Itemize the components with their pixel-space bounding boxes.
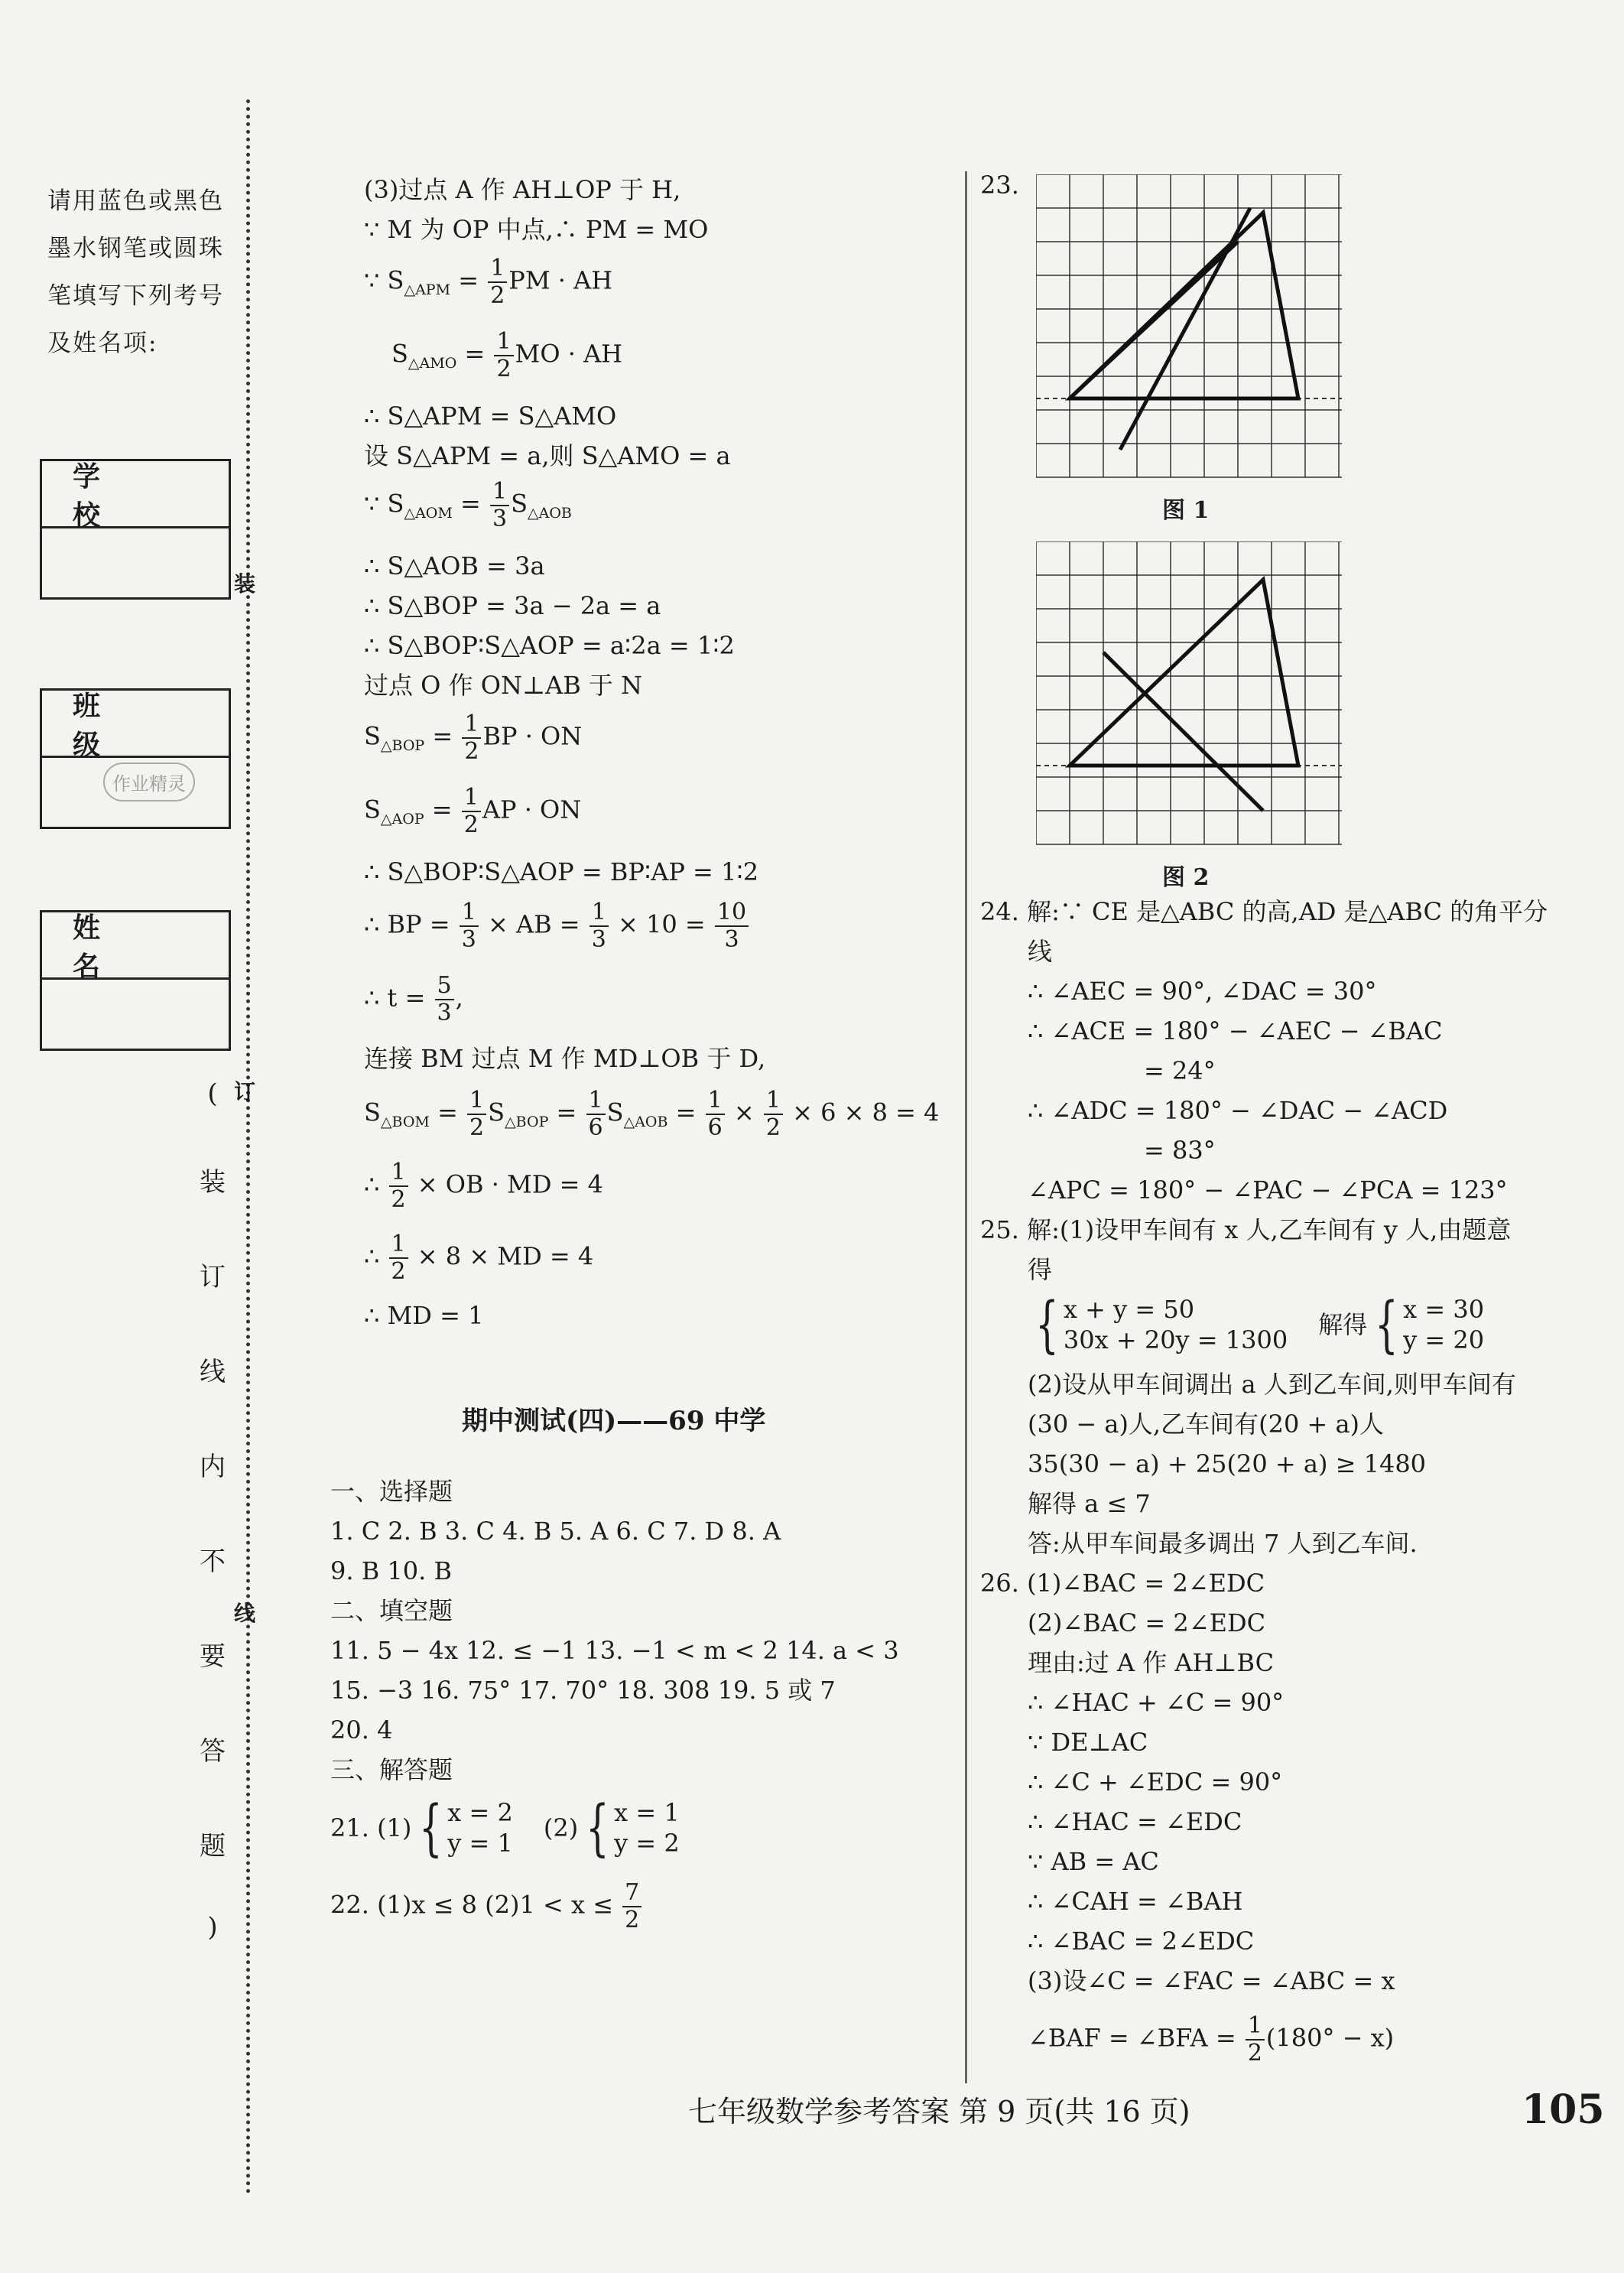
equation: 30x + 20y = 1300 (1063, 1325, 1288, 1354)
fraction (460, 899, 479, 953)
text: S (364, 1097, 381, 1127)
answer-line: ∴ ∠AEC = 90°, ∠DAC = 30° (1028, 977, 1377, 1006)
text: 21. (1) (330, 1813, 412, 1842)
vertical-note-char: ( (207, 1078, 218, 1109)
math-line: 连接 BM 过点 M 作 MD⊥OB 于 D, (364, 1044, 766, 1073)
text: × 6 × 8 = 4 (784, 1097, 940, 1127)
subscript: △BOP (380, 737, 425, 754)
text: × (726, 1097, 762, 1127)
school-box (40, 459, 231, 600)
answer-line: 1. C 2. B 3. C 4. B 5. A 6. C 7. D 8. A (330, 1517, 781, 1546)
numerator: 1 (488, 255, 507, 283)
fraction (488, 255, 507, 309)
section-title: 期中测试(四)——69 中学 (462, 1406, 766, 1436)
answer-line: = 83° (1144, 1136, 1216, 1165)
text: AP · ON (482, 795, 582, 824)
equation: y = 1 (447, 1829, 513, 1858)
brace-icon: { (419, 1792, 443, 1863)
text: S (364, 721, 381, 751)
subscript: △BOM (380, 1113, 430, 1130)
answer-line: ∴ ∠ACE = 180° − ∠AEC − ∠BAC (1028, 1016, 1443, 1045)
answer-line: 得 (1028, 1255, 1053, 1284)
fraction (590, 899, 609, 953)
fraction (494, 329, 513, 382)
text: = (450, 265, 487, 295)
text: MO · AH (515, 339, 623, 369)
binding-word-xian: 线 (234, 1601, 256, 1626)
section-heading: 三、解答题 (330, 1755, 453, 1784)
instruction-text: 请用蓝色或黑色墨水钢笔或圆珠笔填写下列考号及姓名项: (47, 187, 224, 357)
answer-line: 35(30 − a) + 25(20 + a) ≥ 1480 (1028, 1449, 1427, 1478)
subscript: △AOB (623, 1113, 668, 1130)
text: S (364, 795, 381, 824)
denominator: 3 (492, 506, 508, 532)
answer-line: 25. 解:(1)设甲车间有 x 人,乙车间有 y 人,由题意 (980, 1215, 1512, 1244)
text: ∴ (364, 1241, 388, 1271)
text: ∵ S (364, 265, 404, 295)
denominator: 2 (391, 1258, 406, 1285)
math-line: 过点 O 作 ON⊥AB 于 N (364, 671, 643, 700)
text: PM · AH (508, 265, 613, 295)
numerator: 1 (462, 711, 481, 739)
answer-line: 11. 5 − 4x 12. ≤ −1 13. −1 < m < 2 14. a < 3 (330, 1636, 899, 1665)
math-line (364, 1231, 593, 1285)
text: = (667, 1097, 704, 1127)
fraction (622, 1880, 641, 1933)
brace-icon: { (586, 1792, 609, 1863)
subscript: △AOP (380, 810, 424, 828)
text: = (456, 339, 493, 369)
vertical-note-char: 订 (200, 1262, 226, 1293)
vertical-note-char: 内 (200, 1452, 226, 1482)
numerator: 5 (435, 973, 454, 1000)
math-line: ∵ M 为 OP 中点,∴ PM = MO (364, 215, 709, 244)
fraction (462, 785, 481, 838)
equation: x + y = 50 (1063, 1295, 1195, 1324)
answer-line: (30 − a)人,乙车间有(20 + a)人 (1028, 1410, 1385, 1439)
equation-system (1064, 1294, 1288, 1355)
answer-line: ∴ ∠HAC + ∠C = 90° (1028, 1688, 1285, 1717)
math-line (364, 711, 582, 765)
answer-line (1028, 2013, 1394, 2067)
subscript: △AOM (404, 504, 453, 522)
vertical-note-char: 装 (200, 1167, 226, 1198)
answer-line: 26. (1)∠BAC = 2∠EDC (980, 1569, 1265, 1598)
denominator: 3 (724, 926, 739, 953)
text: (180° − x) (1265, 2023, 1395, 2053)
answer-line: (3)设∠C = ∠FAC = ∠ABC = x (1028, 1966, 1395, 1995)
answer-line: ∴ ∠ADC = 180° − ∠DAC − ∠ACD (1028, 1096, 1448, 1125)
answer-line: 解得 a ≤ 7 (1028, 1489, 1151, 1518)
answer-line: ∵ AB = AC (1028, 1847, 1159, 1876)
math-line (364, 899, 750, 953)
math-line (364, 479, 572, 532)
subscript: △APM (404, 281, 451, 298)
math-line: ∴ S△APM = S△AMO (364, 402, 617, 431)
answer-line: ∠APC = 180° − ∠PAC − ∠PCA = 123° (1028, 1176, 1508, 1205)
text: ∴ t = (364, 983, 434, 1013)
math-line: ∴ MD = 1 (364, 1301, 484, 1330)
numerator: 1 (494, 329, 513, 356)
equation: y = 20 (1403, 1325, 1485, 1354)
answer-line: 24. 解:∵ CE 是△ABC 的高,AD 是△ABC 的角平分 (980, 897, 1548, 926)
equation-system (447, 1797, 513, 1858)
denominator: 6 (588, 1114, 603, 1141)
figure-2-grid (1036, 541, 1342, 847)
text: , (455, 983, 463, 1013)
denominator: 2 (490, 282, 505, 309)
text: 22. (1)x ≤ 8 (2)1 < x ≤ (330, 1890, 622, 1920)
math-line (364, 1159, 603, 1213)
fraction (462, 711, 481, 765)
name-box (40, 910, 231, 1051)
fraction (706, 1088, 725, 1141)
fraction (1246, 2013, 1265, 2067)
denominator: 2 (765, 1114, 781, 1141)
text: × AB = (479, 909, 588, 939)
denominator: 3 (437, 1000, 452, 1026)
fraction (389, 1231, 408, 1285)
class-box (40, 688, 231, 829)
text: (2) (543, 1813, 579, 1842)
math-line: 设 S△APM = a,则 S△AMO = a (364, 441, 731, 470)
math-line: ∴ S△BOP∶S△AOP = a∶2a = 1∶2 (364, 631, 735, 660)
binding-word-zhuang: 装 (234, 571, 256, 597)
subscript: △BOP (505, 1113, 549, 1130)
denominator: 3 (591, 926, 606, 953)
numerator: 1 (764, 1088, 783, 1115)
denominator: 2 (625, 1907, 640, 1933)
brace-icon: { (1035, 1289, 1059, 1360)
page-number: 105 (1522, 2086, 1605, 2133)
class-label: 班 级 (42, 691, 229, 758)
numerator: 1 (1246, 2013, 1265, 2040)
vertical-note-char: 要 (200, 1641, 226, 1672)
numerator: 1 (460, 899, 479, 927)
denominator: 2 (391, 1186, 406, 1213)
numerator: 1 (389, 1159, 408, 1187)
denominator: 2 (469, 1114, 485, 1141)
text: 解得 (1318, 1310, 1368, 1339)
text: S (606, 1097, 624, 1127)
answer-line: 9. B 10. B (330, 1556, 452, 1585)
figure-1-grid (1036, 174, 1342, 480)
section-heading: 一、选择题 (330, 1477, 453, 1506)
answer-line: ∴ ∠C + ∠EDC = 90° (1028, 1767, 1283, 1797)
answer-line: 答:从甲车间最多调出 7 人到乙车间. (1028, 1529, 1418, 1558)
vertical-note-char: ) (207, 1912, 218, 1943)
answer-line: 线 (1028, 937, 1053, 966)
math-line (364, 973, 463, 1026)
numerator: 1 (586, 1088, 606, 1115)
text: S (391, 339, 408, 369)
numerator: 7 (622, 1880, 641, 1907)
subscript: △AOB (528, 504, 572, 522)
equation: y = 2 (614, 1829, 680, 1858)
vertical-note-char: 线 (200, 1357, 226, 1387)
fraction (435, 973, 454, 1026)
answer-line (330, 1792, 680, 1863)
fraction (764, 1088, 783, 1141)
answer-line (1028, 1289, 1485, 1360)
denominator: 2 (464, 738, 479, 765)
equation: x = 30 (1403, 1295, 1485, 1324)
answer-line: ∵ DE⊥AC (1028, 1728, 1148, 1757)
fraction (586, 1088, 606, 1141)
column-divider (965, 171, 967, 2083)
numerator: 1 (706, 1088, 725, 1115)
numerator: 1 (389, 1231, 408, 1259)
math-line (364, 1088, 939, 1141)
numerator: 1 (462, 785, 481, 812)
denominator: 2 (463, 811, 479, 838)
binding-dotted-line (246, 99, 250, 2195)
fraction (715, 899, 749, 953)
answer-line: 15. −3 16. 75° 17. 70° 18. 308 19. 5 或 7 (330, 1676, 836, 1705)
text: ∠BAF = ∠BFA = (1028, 2023, 1244, 2053)
text: = (424, 795, 460, 824)
equation: x = 2 (447, 1798, 513, 1827)
math-line: ∴ S△BOP∶S△AOP = BP∶AP = 1∶2 (364, 857, 759, 886)
answer-line: ∴ ∠CAH = ∠BAH (1028, 1887, 1243, 1916)
figure-2-caption: 图 2 (1162, 864, 1210, 891)
denominator: 2 (1247, 2040, 1262, 2067)
math-line (391, 329, 622, 382)
vertical-note-char: 答 (200, 1736, 226, 1767)
fraction (389, 1159, 408, 1213)
text: ∴ (364, 1169, 388, 1199)
answer-line: (2)设从甲车间调出 a 人到乙车间,则甲车间有 (1028, 1370, 1516, 1399)
numerator: 10 (715, 899, 749, 927)
watermark-stamp: 作业精灵 (103, 763, 195, 802)
text: = (429, 1097, 466, 1127)
section-heading: 二、填空题 (330, 1596, 453, 1625)
school-field[interactable] (42, 528, 229, 597)
figure-1-caption: 图 1 (1162, 497, 1210, 524)
name-label: 姓 名 (42, 912, 229, 980)
denominator: 6 (707, 1114, 723, 1141)
answer-line: (2)∠BAC = 2∠EDC (1028, 1608, 1266, 1637)
numerator: 1 (467, 1088, 486, 1115)
text: S (511, 489, 528, 519)
text: = (424, 721, 461, 751)
answer-line: ∴ ∠HAC = ∠EDC (1028, 1807, 1242, 1836)
binding-word-ding: 订 (234, 1079, 256, 1104)
class-field[interactable] (42, 758, 229, 827)
vertical-note-char: 题 (200, 1831, 226, 1862)
text: ∴ BP = (364, 909, 458, 939)
denominator: 2 (496, 356, 512, 382)
name-field[interactable] (42, 980, 229, 1049)
equation-system (614, 1797, 680, 1858)
brace-icon: { (1375, 1289, 1398, 1360)
math-line: ∴ S△BOP = 3a − 2a = a (364, 591, 661, 620)
text: S (488, 1097, 505, 1127)
text: × OB · MD = 4 (409, 1169, 603, 1199)
answer-line (330, 1880, 643, 1933)
answer-line: ∴ ∠BAC = 2∠EDC (1028, 1927, 1255, 1956)
numerator: 1 (590, 899, 609, 927)
math-line (364, 785, 581, 838)
equation-system (1403, 1294, 1484, 1355)
fraction (490, 479, 509, 532)
math-line: ∴ S△AOB = 3a (364, 551, 545, 580)
subscript: △AMO (408, 354, 457, 372)
text: × 8 × MD = 4 (409, 1241, 594, 1271)
math-line (364, 255, 612, 309)
vertical-note-char: 不 (200, 1546, 226, 1577)
math-line: (3)过点 A 作 AH⊥OP 于 H, (364, 175, 681, 204)
fraction (467, 1088, 486, 1141)
text: × 10 = (609, 909, 713, 939)
question-number: 23. (980, 171, 1019, 200)
school-label: 学 校 (42, 461, 229, 528)
footer-text: 七年级数学参考答案 第 9 页(共 16 页) (688, 2095, 1190, 2128)
answer-line: 理由:过 A 作 AH⊥BC (1028, 1648, 1275, 1677)
text: BP · ON (482, 721, 583, 751)
answer-line: 20. 4 (330, 1715, 393, 1745)
numerator: 1 (490, 479, 509, 506)
equation: x = 1 (614, 1798, 680, 1827)
text: = (548, 1097, 585, 1127)
answer-line: = 24° (1144, 1056, 1216, 1085)
text: ∵ S (364, 489, 404, 519)
text: = (452, 489, 489, 519)
denominator: 3 (461, 926, 476, 953)
